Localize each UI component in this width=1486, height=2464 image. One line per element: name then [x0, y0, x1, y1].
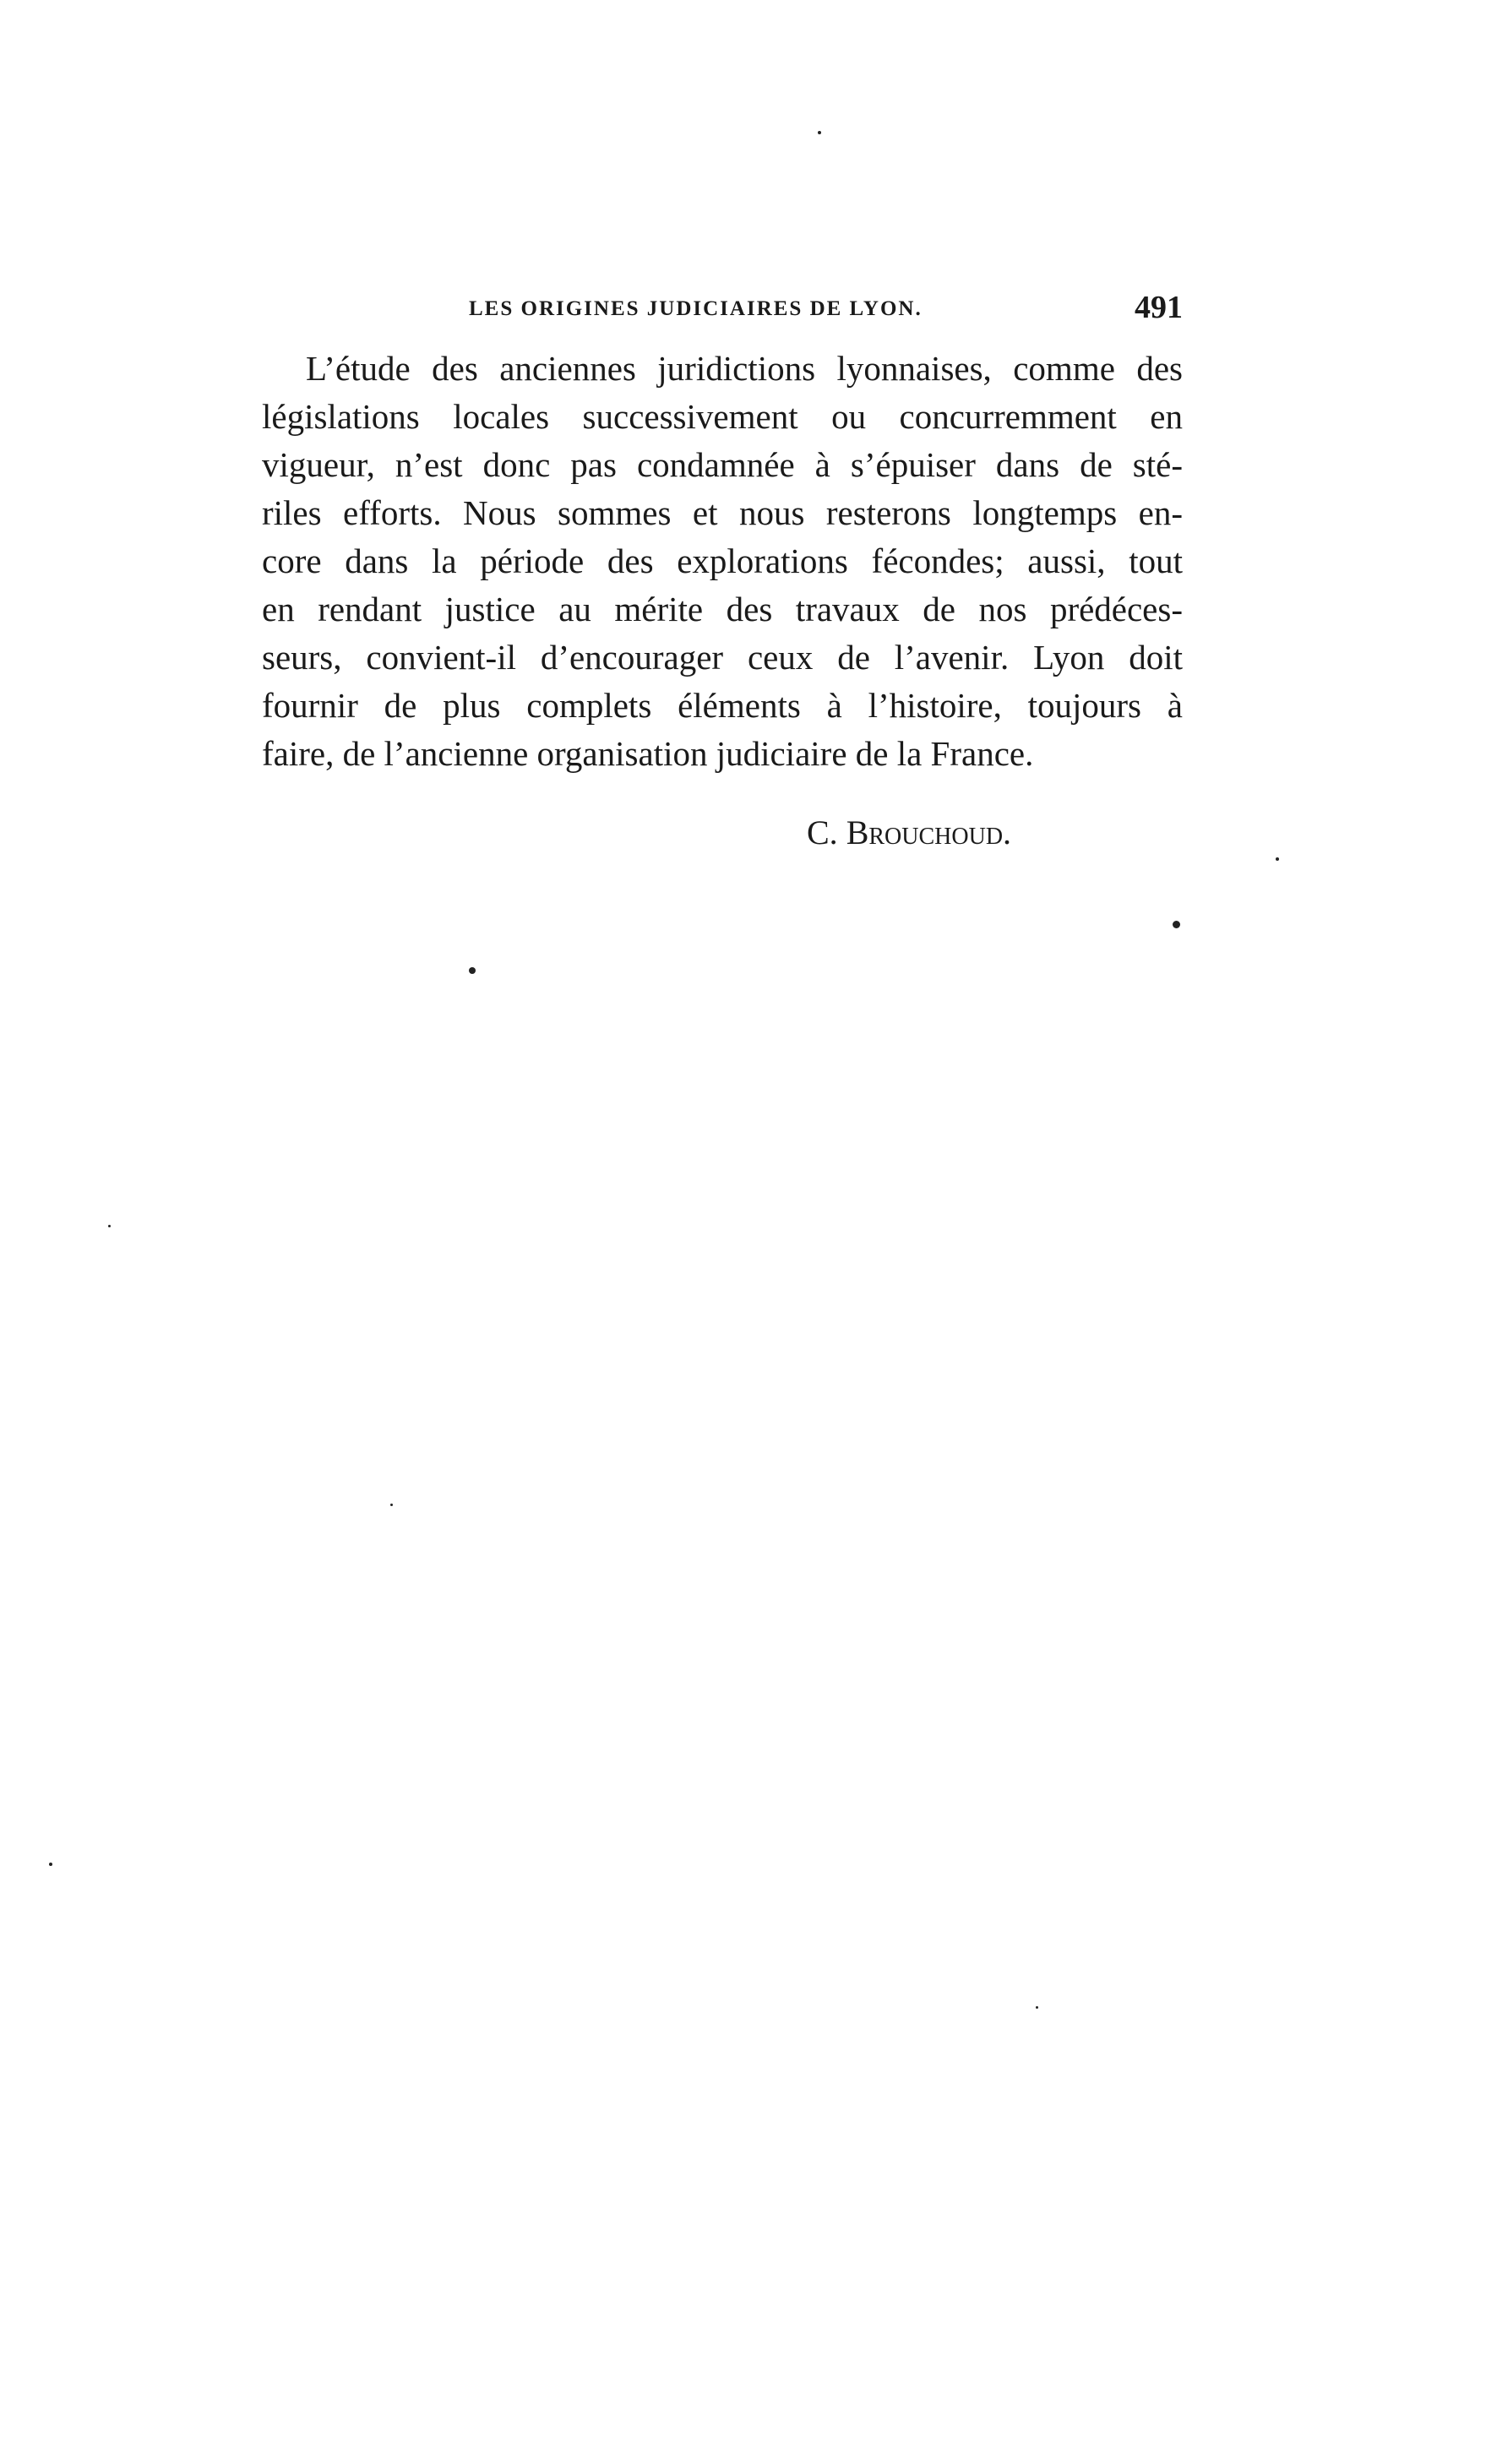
running-head	[262, 287, 1183, 338]
scan-speck	[108, 1225, 111, 1227]
text-line: faire, de l’ancienne organisation judiciaire de la France.	[262, 734, 1034, 773]
text-line: seurs, convient-il d’encourager ceux de l’avenir. Lyon doit	[262, 638, 1183, 677]
scan-speck	[1036, 2006, 1038, 2009]
scan-speck	[818, 131, 821, 134]
text-line: riles efforts. Nous sommes et nous resterons longtemps en-	[262, 493, 1183, 532]
scan-speck	[49, 1863, 52, 1866]
body-paragraph	[262, 345, 1183, 778]
text-line: fournir de plus complets éléments à l’histoire, toujours à	[262, 686, 1183, 725]
page-number: 491	[1135, 290, 1183, 325]
scan-speck	[1276, 857, 1279, 861]
signature-initial: C.	[807, 813, 838, 851]
scan-speck	[469, 967, 476, 974]
running-title: LES ORIGINES JUDICIAIRES DE LYON.	[469, 297, 923, 320]
text-line: législations locales successivement ou concurremment en	[262, 397, 1183, 436]
signature-name: Brouchoud.	[846, 813, 1012, 851]
scan-speck	[390, 1504, 393, 1506]
text-line: vigueur, n’est donc pas condamnée à s’épuiser dans de sté-	[262, 445, 1183, 484]
author-signature	[807, 813, 1011, 852]
text-line: L’étude des anciennes juridictions lyonnaises, comme des	[306, 349, 1183, 388]
scan-speck	[1173, 921, 1180, 928]
text-line: en rendant justice au mérite des travaux de nos prédéces-	[262, 590, 1183, 628]
text-line: core dans la période des explorations fécondes; aussi, tout	[262, 541, 1183, 580]
